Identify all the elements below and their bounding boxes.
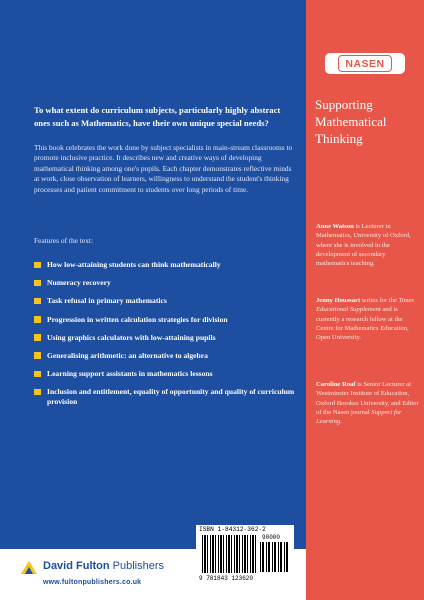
- square-bullet-icon: [34, 371, 41, 378]
- author-bio-text: is Senior Lecturer at Westminster Institute of Education, Oxford Brookes University, and Editor of the Nasen journal: [316, 381, 419, 416]
- publisher-logo-icon: [20, 559, 38, 575]
- publication-title: Support for Learning.: [316, 408, 402, 426]
- publisher-name: [43, 560, 164, 572]
- author-bio-houssart: [316, 296, 420, 342]
- author-name: Caroline Roaf: [316, 381, 356, 388]
- feature-text: How low-attaining students can think mathematically: [47, 260, 221, 269]
- square-bullet-icon: [34, 389, 41, 396]
- features-list: [34, 260, 299, 415]
- feature-text: Inclusion and entitlement, equality of opportunity and quality of curriculum provision: [47, 387, 295, 406]
- publication-title: Times Educational Supplement: [316, 297, 414, 314]
- author-name: Jenny Houssart: [316, 297, 361, 304]
- isbn-label: ISBN 1-84312-362-2: [199, 526, 266, 533]
- nasen-logo: [325, 53, 405, 74]
- feature-text: Progression in written calculation strategies for division: [47, 314, 228, 324]
- feature-item: [34, 387, 299, 406]
- feature-text: Numeracy recovery: [47, 278, 111, 288]
- feature-item: [34, 351, 299, 361]
- square-bullet-icon: [34, 262, 41, 269]
- square-bullet-icon: [34, 334, 41, 341]
- feature-text: Generalising arithmetic: an alternative to algebra: [47, 350, 208, 360]
- publisher-name-rest: Publishers: [109, 560, 165, 572]
- square-bullet-icon: [34, 298, 41, 305]
- feature-item: [34, 333, 299, 343]
- intro-question: To what extent do curriculum subjects, particularly highly abstract ones such as Mathematics, have their own unique special needs?: [34, 105, 281, 128]
- feature-text: Learning support assistants in mathematics lessons: [47, 369, 213, 379]
- author-name: Anne Watson: [316, 223, 354, 230]
- feature-text: Task refusal in primary mathematics: [47, 296, 167, 306]
- book-title: Supporting Mathematical Thinking: [315, 97, 387, 146]
- author-bio-text: is Lecturer in Mathematics, University of Oxford, where she is involved in the development of secondary mathematics teaching.: [316, 223, 411, 268]
- square-bullet-icon: [34, 280, 41, 287]
- feature-item: [34, 369, 299, 379]
- isbn-barcode-block: [196, 525, 294, 585]
- feature-item: [34, 260, 299, 270]
- publisher-name-bold: David Fulton: [43, 560, 110, 572]
- nasen-logo-text: NASEN: [345, 57, 385, 70]
- author-bio-roaf: [316, 380, 420, 426]
- feature-text: Using graphics calculators with low-attaining pupils: [47, 332, 216, 342]
- author-bio-watson: [316, 222, 420, 268]
- feature-item: [34, 296, 299, 306]
- addon-barcode-icon: [260, 542, 288, 572]
- intro-description: This book celebrates the work done by subject specialists in main-stream classrooms to promote inclusive practice. It describes new and creative ways of developing mathematical thinking among one's pupils. Each chapter demonstrates reflective minds at work, close observation of learners, willingness to understand the student's thinking processes and patient commitment to students over long periods of time.: [34, 143, 293, 194]
- square-bullet-icon: [34, 316, 41, 323]
- publisher-url[interactable]: www.fultonpublishers.co.uk: [43, 579, 142, 586]
- barcode-icon: [202, 535, 256, 573]
- author-bio-text: and is currently a research fellow at the Centre for Mathematics Education, Open University.: [316, 306, 409, 342]
- barcode-addon-code: 90000: [262, 534, 281, 541]
- feature-item: [34, 278, 299, 288]
- square-bullet-icon: [34, 352, 41, 359]
- features-title: Features of the text:: [34, 236, 93, 245]
- feature-item: [34, 315, 299, 325]
- author-bio-text: writes for the: [360, 297, 399, 304]
- barcode-number: 9 781843 123620: [199, 575, 254, 582]
